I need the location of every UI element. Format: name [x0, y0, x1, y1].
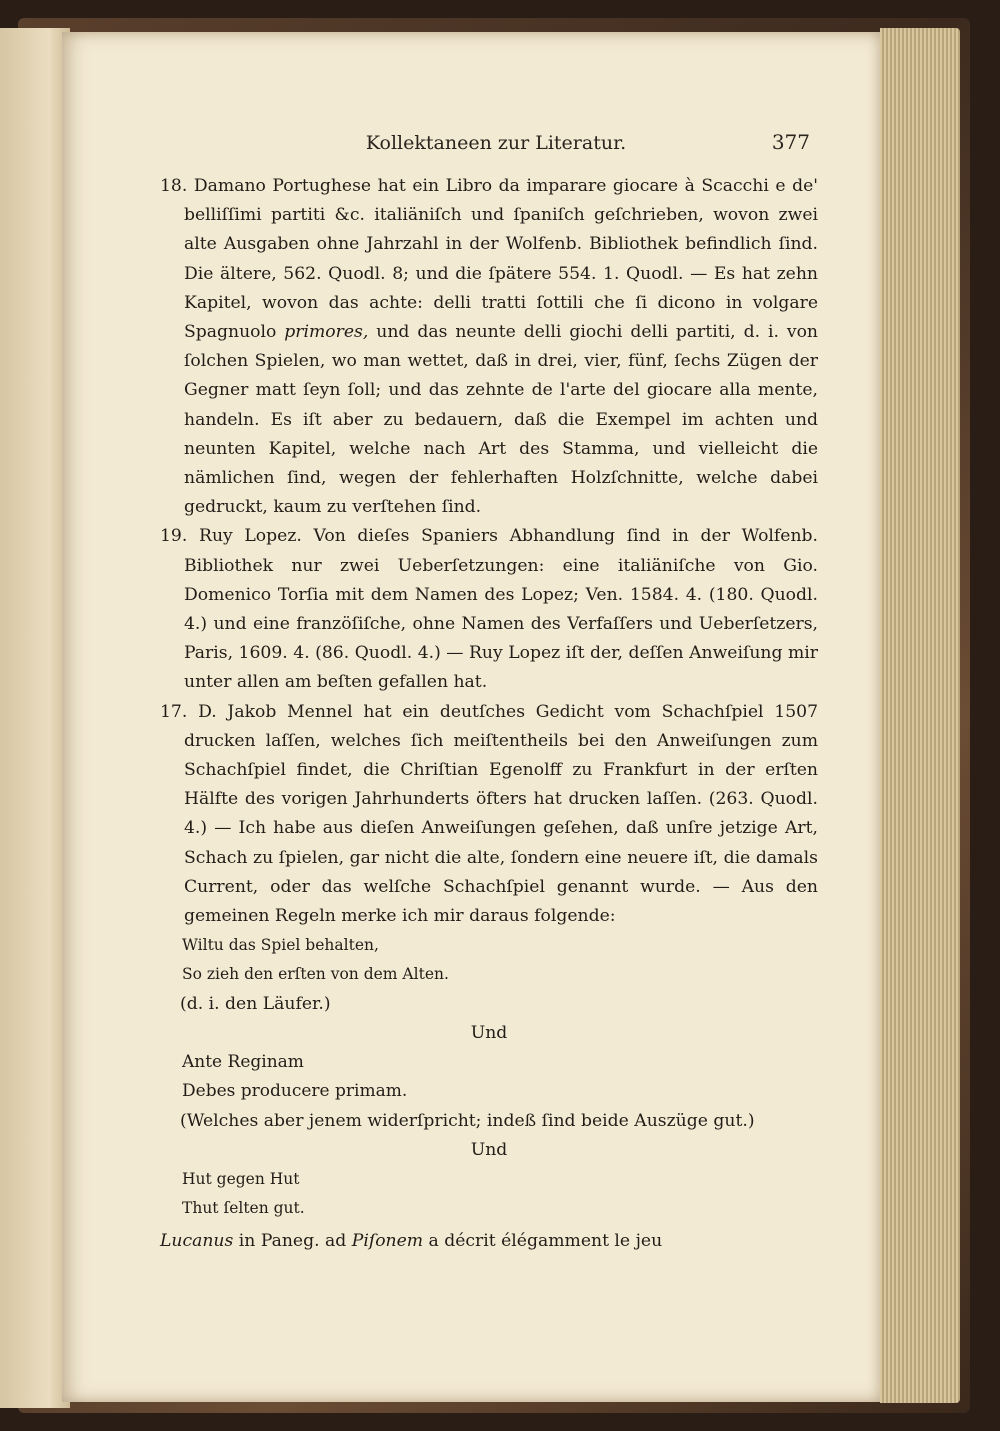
closing-line	[160, 1227, 818, 1256]
entry-18	[160, 172, 818, 522]
verse-line-1: Wiltu das Spiel behalten,	[182, 936, 379, 955]
verse-gloss: (d. i. den Läufer.)	[180, 993, 331, 1014]
entry-18-text: 18. Damano Portughese hat ein Libro da imparare giocare à Scacchi e de' belliſſimi partiti &c. italiäniſch und ſpaniſch geſchrieben, wovon zwei alte Ausgaben ohne Jahrzahl in der Wolfenb. Bibliothek befindlich ſind. Die ältere, 562. Quodl. 8; und die ſpätere 554. 1. Quodl. — Es hat zehn Kapitel, wovon das achte: delli tratti ſottili che ſi dicono in volgare Spagnuolo	[160, 176, 818, 343]
remark: (Welches aber jenem widerſpricht; indeß ſind beide Auszüge gut.)	[180, 1110, 755, 1131]
left-page-edge	[0, 28, 70, 1408]
page-body	[160, 172, 818, 1257]
entry-18-rest: und das neunte delli giochi delli partiti, d. i. von ſolchen Spielen, wo man wettet, daß in drei, vier, fünf, ſechs Zügen der Gegner matt ſeyn ſoll; und das zehnte de l'arte del giocare alla mente, handeln. Es iſt aber zu bedauern, daß die Exempel im achten und neunten Kapitel, welche nach Art des Stamma, und vielleicht die nämlichen ſind, wegen der fehlerhaften Holzſchnitte, welche dabei gedruckt, kaum zu verſtehen ſind.	[184, 322, 818, 518]
lucanus: Lucanus	[160, 1231, 234, 1252]
running-title: Kollektaneen zur Literatur.	[365, 132, 627, 154]
closing-mid: in Paneg. ad	[238, 1231, 347, 1252]
latin-line-2: Debes producere primam.	[182, 1081, 408, 1102]
latin-line-1: Ante Reginam	[182, 1052, 304, 1073]
verse-line-4: Hut gegen Hut	[182, 1169, 300, 1188]
page-edges	[880, 28, 960, 1403]
und-separator-1: Und	[470, 1022, 508, 1043]
verse-line-2: So zieh den erſten von dem Alten.	[182, 965, 449, 984]
und-separator-2: Und	[470, 1139, 508, 1160]
book-page	[62, 32, 880, 1402]
pisonem: Piſonem	[351, 1231, 424, 1252]
running-header	[182, 130, 810, 162]
entry-18-italic: primores,	[284, 322, 369, 343]
verse-line-5: Thut ſelten gut.	[182, 1199, 305, 1218]
closing-end: a décrit élégamment le jeu	[428, 1231, 663, 1252]
entry-17: 17. D. Jakob Mennel hat ein deutſches Gedicht vom Schachſpiel 1507 drucken laſſen, welches ſich meiſtentheils bei den Anweiſungen zum Schachſpiel findet, die Chriſtian Egenolff zu Frankfurt in der erſten Hälfte des vorigen Jahrhunderts öfters hat drucken laſſen. (263. Quodl. 4.) — Ich habe aus dieſen Anweiſungen geſehen, daß unſre jetzige Art, Schach zu ſpielen, gar nicht die alte, ſondern eine neuere iſt, die damals Current, oder das welſche Schachſpiel genannt wurde. — Aus den gemeinen Regeln merke ich mir daraus folgende:	[160, 701, 818, 927]
page-number: 377	[771, 130, 810, 154]
entry-19: 19. Ruy Lopez. Von dieſes Spaniers Abhandlung ſind in der Wolfenb. Bibliothek nur zwei Ueberſetzungen: eine italiäniſche von Gio. Domenico Torſia mit dem Namen des Lopez; Ven. 1584. 4. (180. Quodl. 4.) und eine franzöſiſche, ohne Namen des Verfaſſers und Ueberſetzers, Paris, 1609. 4. (86. Quodl. 4.) — Ruy Lopez iſt der, deſſen Anweiſung mir unter allen am beſten gefallen hat.	[160, 526, 818, 693]
